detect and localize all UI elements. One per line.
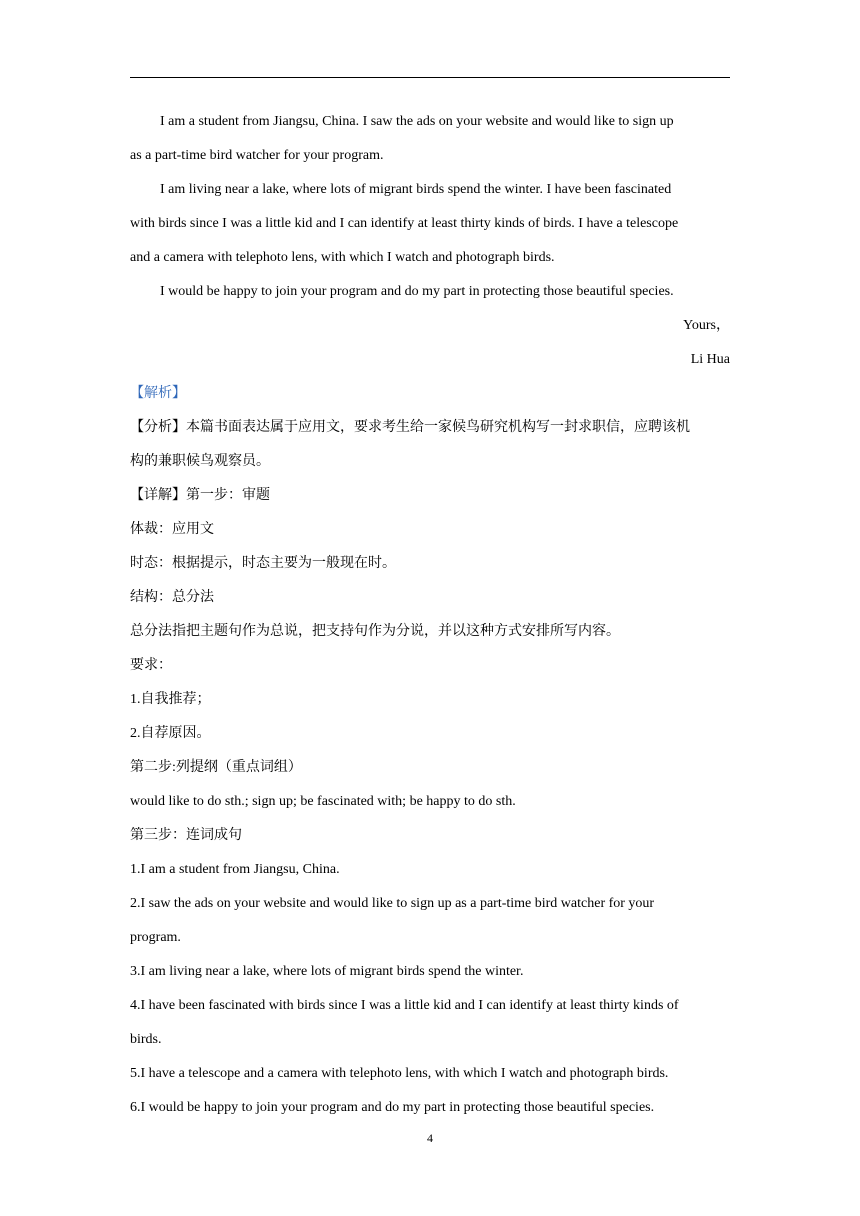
sentence-item: 3.I am living near a lake, where lots of migrant birds spend the winter. [130, 964, 524, 979]
sentence-item: 1.I am a student from Jiangsu, China. [130, 862, 340, 877]
letter-line: and a camera with telephoto lens, with which I watch and photograph birds. [130, 250, 555, 265]
sentence-item: 6.I would be happy to join your program and do my part in protecting those beautiful species. [130, 1100, 655, 1115]
page-number: 4 [427, 1131, 433, 1145]
step-heading: 第三步：连词成句 [130, 828, 242, 843]
letter-line: as a part-time bird watcher for your program. [130, 148, 384, 163]
analysis-text: 【分析】本篇书面表达属于应用文，要求考生给一家候鸟研究机构写一封求职信，应聘该机 [130, 420, 690, 435]
sentence-item: program. [130, 930, 181, 945]
sentence-item: 5.I have a telescope and a camera with telephoto lens, with which I watch and photograph birds. [130, 1066, 669, 1081]
structure-description: 总分法指把主题句作为总说，把支持句作为分说，并以这种方式安排所写内容。 [130, 624, 620, 639]
requirement-item: 1.自我推荐； [130, 692, 211, 707]
sentence-item: birds. [130, 1032, 162, 1047]
letter-line: I would be happy to join your program and do my part in protecting those beautiful species. [160, 284, 674, 299]
sentence-item: 4.I have been fascinated with birds since I was a little kid and I can identify at least thirty kinds of [130, 998, 679, 1013]
letter-line: I am living near a lake, where lots of migrant birds spend the winter. I have been fascinated [160, 182, 672, 197]
requirement-item: 2.自荐原因。 [130, 726, 211, 741]
sentence-item: 2.I saw the ads on your website and would like to sign up as a part-time bird watcher for your [130, 896, 655, 911]
letter-signature: Li Hua [690, 352, 730, 367]
letter-closing: Yours， [683, 318, 730, 333]
detail-heading: 【详解】第一步：审题 [130, 488, 270, 503]
letter-line: with birds since I was a little kid and I can identify at least thirty kinds of birds. I have a telescope [130, 216, 679, 231]
genre-text: 体裁：应用文 [130, 522, 214, 537]
structure-text: 结构：总分法 [130, 590, 214, 605]
tense-text: 时态：根据提示，时态主要为一般现在时。 [130, 556, 396, 571]
letter-line: I am a student from Jiangsu, China. I saw the ads on your website and would like to sign up [160, 114, 674, 129]
requirements-label: 要求： [130, 658, 172, 673]
analysis-text: 构的兼职候鸟观察员。 [130, 454, 270, 469]
step-heading: 第二步:列提纲（重点词组） [130, 760, 302, 775]
header-rule [130, 77, 730, 78]
phrase-list: would like to do sth.; sign up; be fascinated with; be happy to do sth. [130, 794, 516, 809]
analysis-heading: 【解析】 [130, 386, 186, 401]
page-content [130, 105, 730, 1125]
